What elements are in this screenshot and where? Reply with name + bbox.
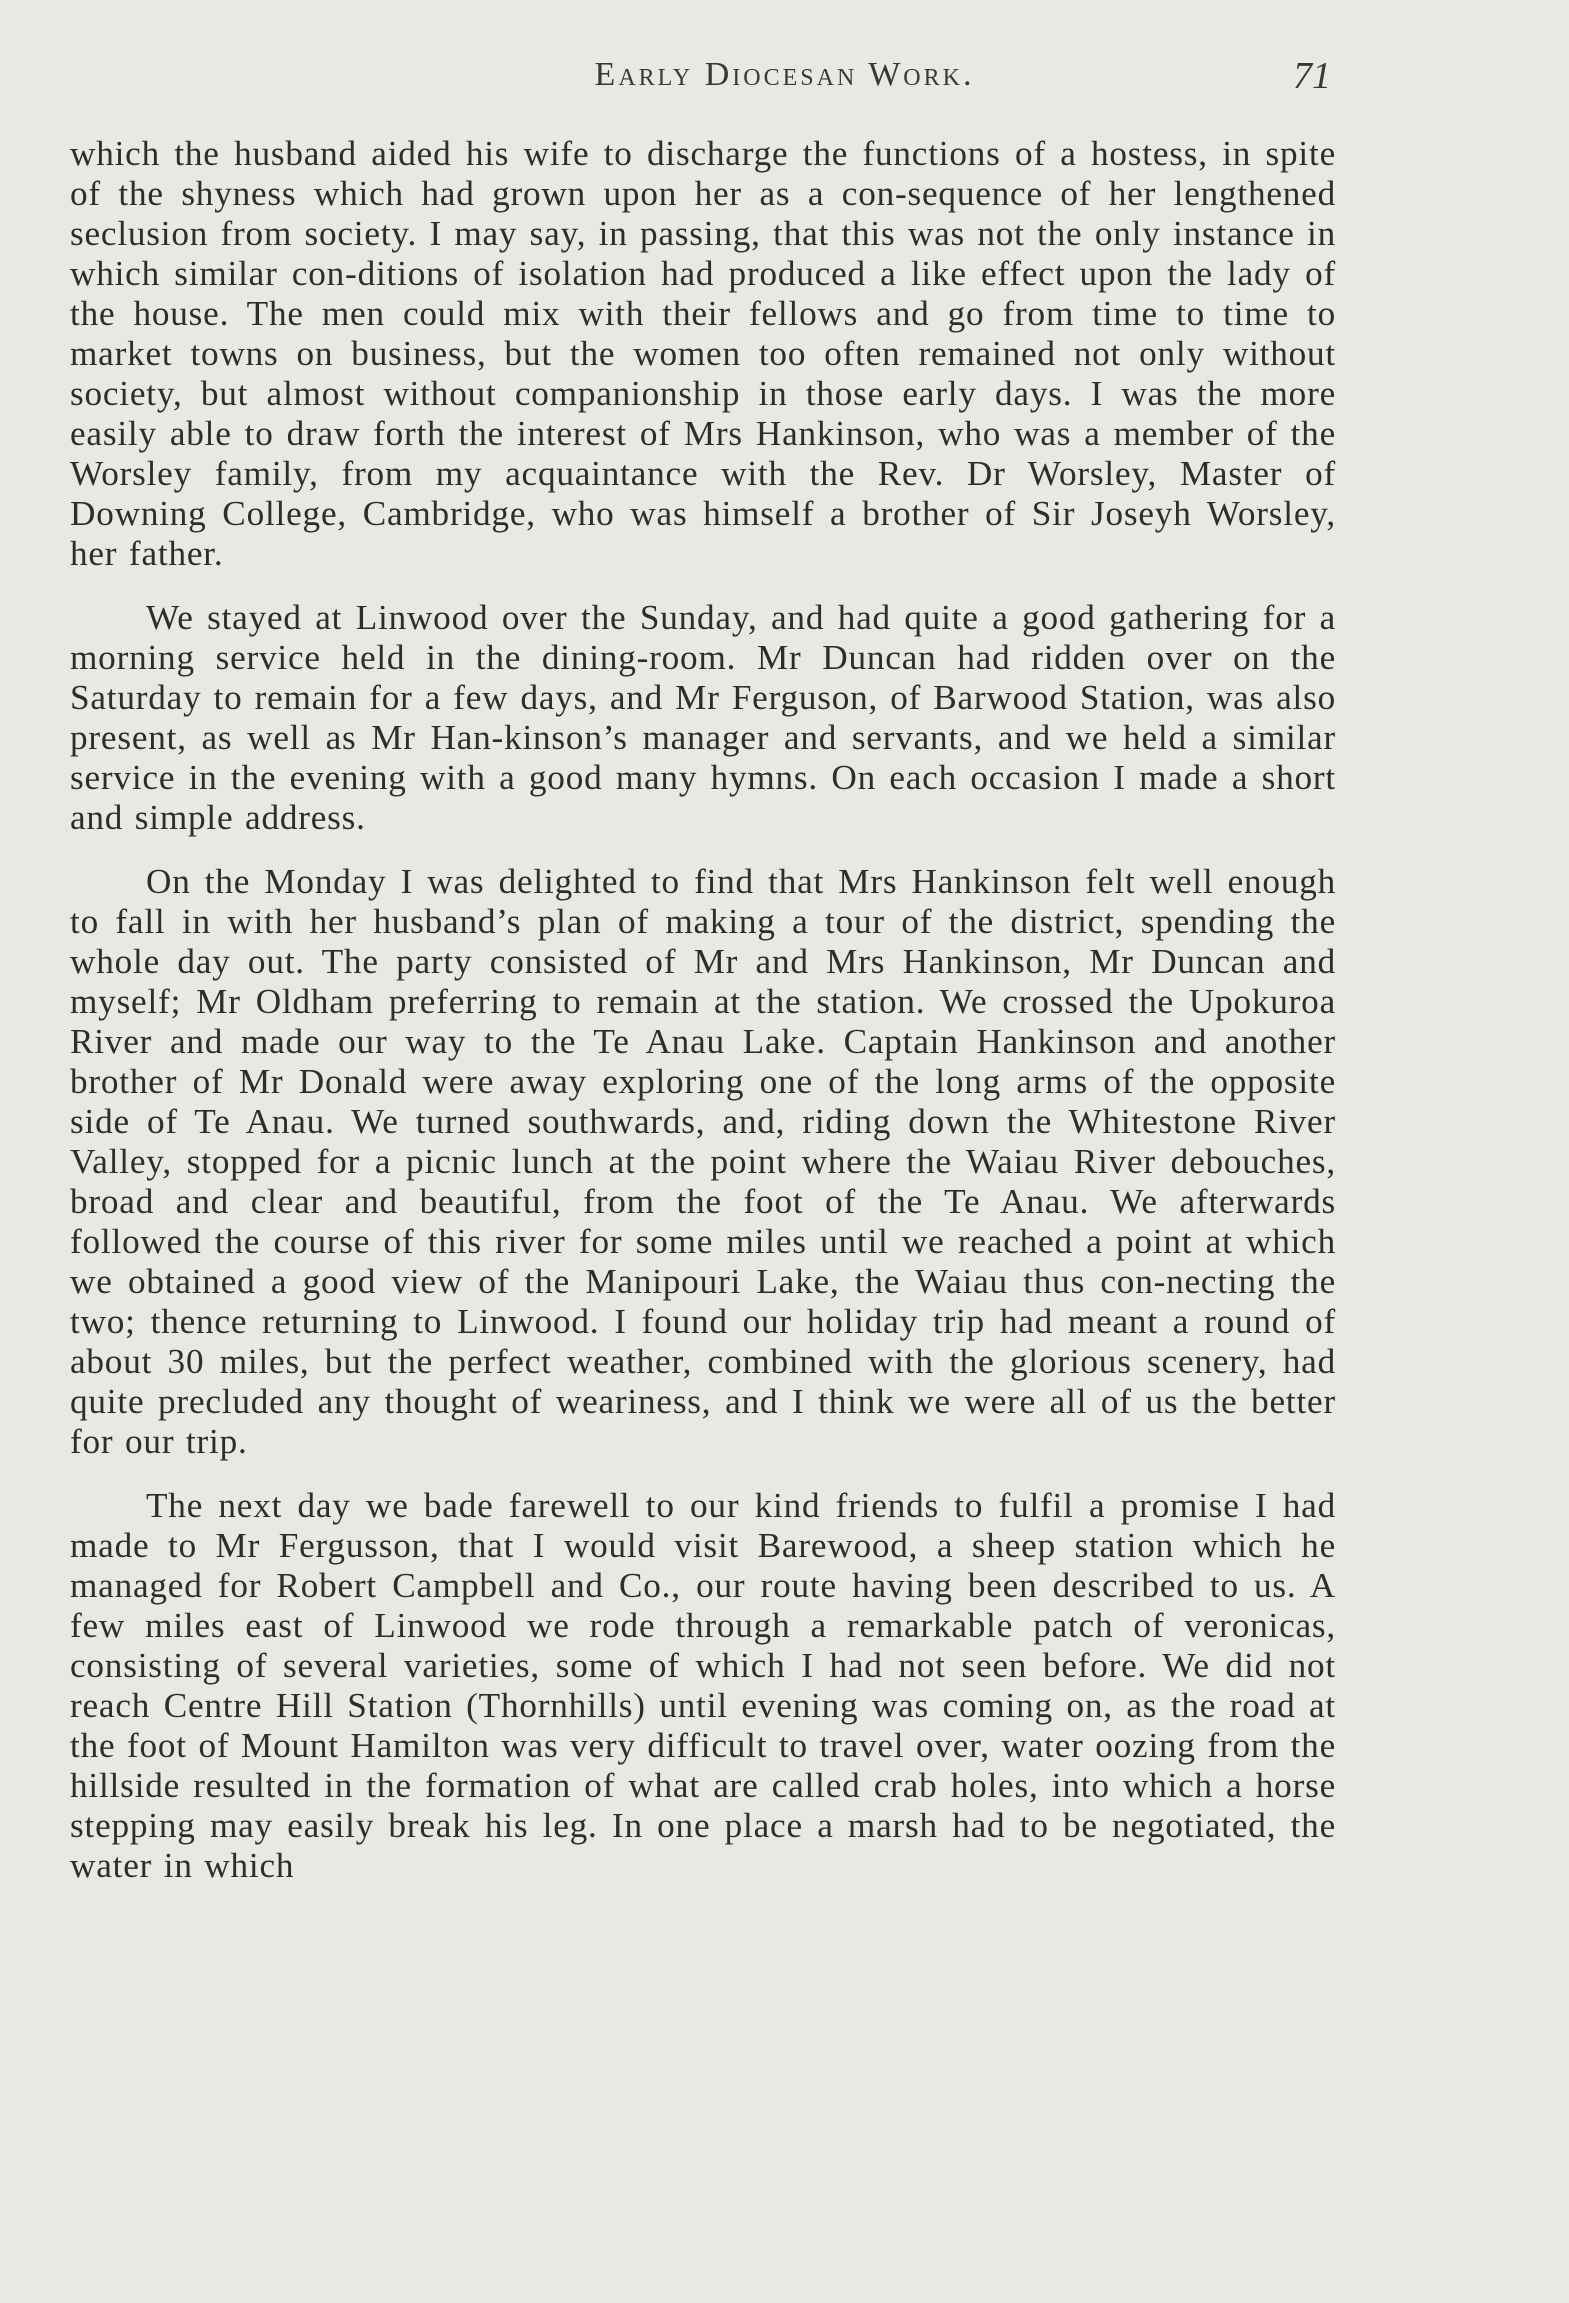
chapter-title: Early Diocesan Work. — [594, 56, 975, 93]
paragraph-3: On the Monday I was delighted to find that Mrs Hankinson felt well enough to fall in with her husband’s plan of making a tour of the district, spending the whole day out. The party consisted of Mr and Mrs Hankinson, Mr Duncan and myself; Mr Oldham preferring to remain at the station. We crossed the Upokuroa River and made our way to the Te Anau Lake. Captain Hankinson and another brother of Mr Donald were away exploring one of the long arms of the opposite side of Te Anau. We turned southwards, and, riding down the Whitestone River Valley, stopped for a picnic lunch at the point where the Waiau River debouches, broad and clear and beautiful, from the foot of the Te Anau. We afterwards followed the course of this river for some miles until we reached a point at which we obtained a good view of the Manipouri Lake, the Waiau thus con-necting the two; thence returning to Linwood. I found our holiday trip had meant a round of about 30 miles, but the perfect weather, combined with the glorious scenery, had quite precluded any thought of weariness, and I think we were all of us the better for our trip. — [70, 862, 1336, 1461]
page-number: 71 — [1293, 55, 1331, 97]
body-text — [70, 134, 1336, 1886]
paragraph-2: We stayed at Linwood over the Sunday, and had quite a good gathering for a morning service held in the dining-room. Mr Duncan had ridden over on the Saturday to remain for a few days, and Mr Ferguson, of Barwood Station, was also present, as well as Mr Han-kinson’s manager and servants, and we held a similar service in the evening with a good many hymns. On each occasion I made a short and simple address. — [70, 598, 1336, 837]
paragraph-4: The next day we bade farewell to our kind friends to fulfil a promise I had made to Mr Fergusson, that I would visit Barewood, a sheep station which he managed for Robert Campbell and Co., our route having been described to us. A few miles east of Linwood we rode through a remarkable patch of veronicas, consisting of several varieties, some of which I had not seen before. We did not reach Centre Hill Station (Thornhills) until evening was coming on, as the road at the foot of Mount Hamilton was very difficult to travel over, water oozing from the hillside resulted in the formation of what are called crab holes, into which a horse stepping may easily break his leg. In one place a marsh had to be negotiated, the water in which — [70, 1486, 1336, 1885]
paragraph-1: which the husband aided his wife to discharge the functions of a hostess, in spite of the shyness which had grown upon her as a con-sequence of her lengthened seclusion from society. I may say, in passing, that this was not the only instance in which similar con-ditions of isolation had produced a like effect upon the lady of the house. The men could mix with their fellows and go from time to time to market towns on business, but the women too often remained not only without society, but almost without companionship in those early days. I was the more easily able to draw forth the interest of Mrs Hankinson, who was a member of the Worsley family, from my acquaintance with the Rev. Dr Worsley, Master of Downing College, Cambridge, who was himself a brother of Sir Joseyh Worsley, her father. — [70, 134, 1336, 573]
running-head — [0, 56, 1569, 106]
